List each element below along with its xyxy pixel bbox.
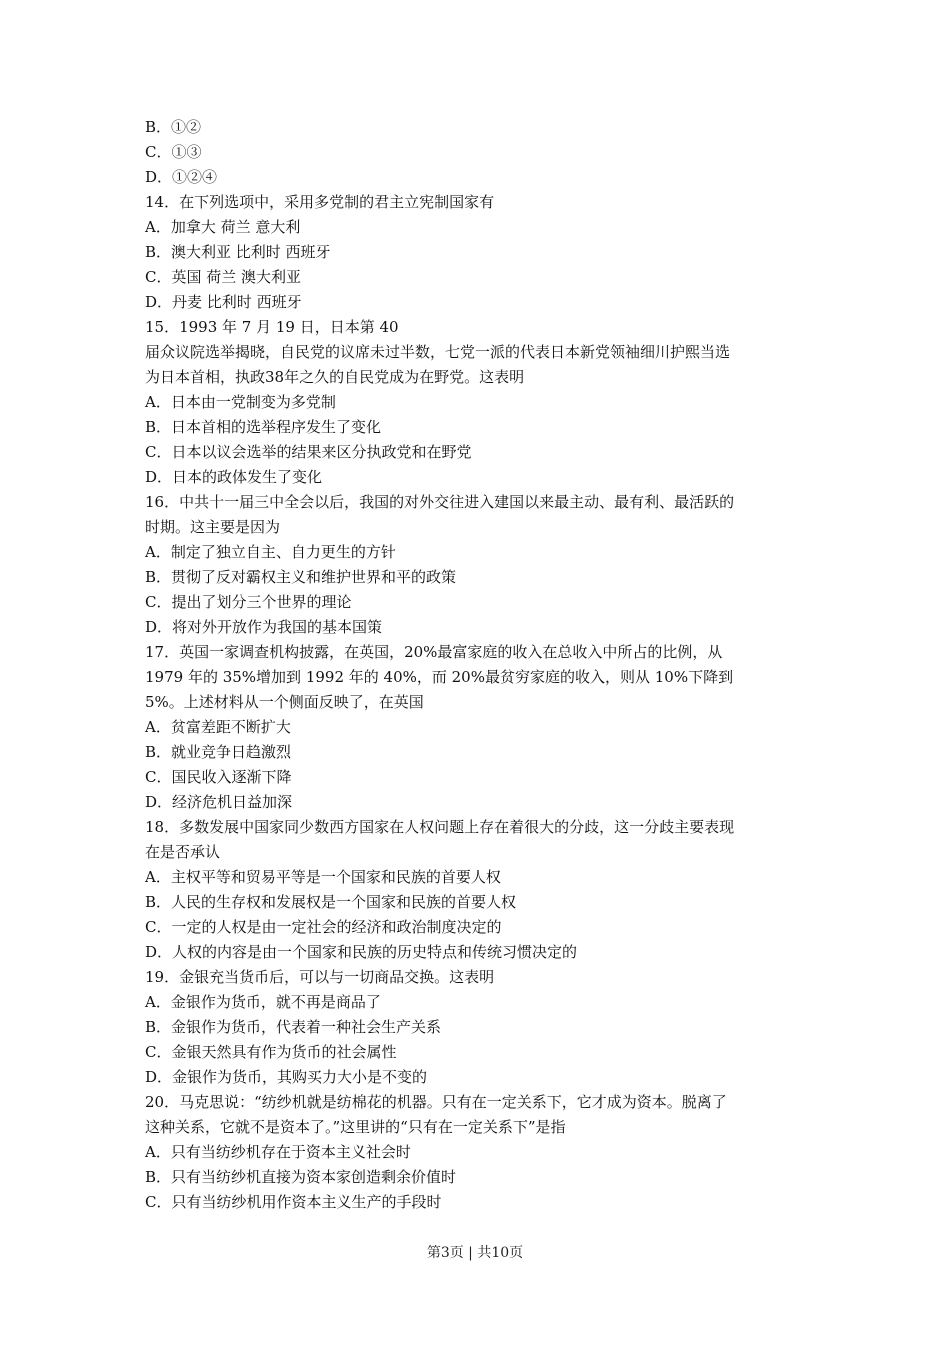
question-14: 14．在下列选项中，采用多党制的君主立宪制国家有 xyxy=(145,193,495,211)
text-line: 届众议院选举揭晓，自民党的议席未过半数，七党一派的代表日本新党领袖细川护熙当选 xyxy=(145,343,731,361)
option-line: D．将对外开放作为我国的基本国策 xyxy=(145,618,383,636)
option-line: A．加拿大 荷兰 意大利 xyxy=(145,218,301,236)
option-line: B．就业竞争日趋激烈 xyxy=(145,743,292,761)
option-line: B．澳大利亚 比利时 西班牙 xyxy=(145,243,331,261)
text-line: D．①②④ xyxy=(145,168,218,186)
page-footer: 第3页 | 共10页 xyxy=(426,1245,524,1261)
text-line: C．①③ xyxy=(145,143,202,161)
option-line: B．日本首相的选举程序发生了变化 xyxy=(145,418,382,436)
option-line: C．一定的人权是由一定社会的经济和政治制度决定的 xyxy=(145,918,502,936)
question-15: 15．1993 年 7 月 19 日，日本第 40 xyxy=(145,318,399,336)
option-line: C．只有当纺纱机用作资本主义生产的手段时 xyxy=(145,1193,442,1211)
option-line: B．贯彻了反对霸权主义和维护世界和平的政策 xyxy=(145,568,457,586)
option-line: C．金银天然具有作为货币的社会属性 xyxy=(145,1043,397,1061)
text-line: B．①② xyxy=(145,118,202,136)
question-19: 19．金银充当货币后，可以与一切商品交换。这表明 xyxy=(145,968,495,986)
option-line: B．人民的生存权和发展权是一个国家和民族的首要人权 xyxy=(145,893,517,911)
option-line: C．日本以议会选举的结果来区分执政党和在野党 xyxy=(145,443,472,461)
option-line: D．经济危机日益加深 xyxy=(145,793,293,811)
option-line: A．日本由一党制变为多党制 xyxy=(145,393,336,411)
option-line: C．提出了划分三个世界的理论 xyxy=(145,593,352,611)
text-line: 1979 年的 35%增加到 1992 年的 40%，而 20%最贫穷家庭的收入，则从 10%下降到 xyxy=(145,668,734,686)
option-line: A．制定了独立自主、自力更生的方针 xyxy=(145,543,396,561)
option-line: C．英国 荷兰 澳大利亚 xyxy=(145,268,302,286)
option-line: B．只有当纺纱机直接为资本家创造剩余价值时 xyxy=(145,1168,457,1186)
document-page xyxy=(145,115,810,1215)
option-line: D．日本的政体发生了变化 xyxy=(145,468,323,486)
option-line: D．丹麦 比利时 西班牙 xyxy=(145,293,302,311)
option-line: A．金银作为货币，就不再是商品了 xyxy=(145,993,381,1011)
option-line: C．国民收入逐渐下降 xyxy=(145,768,292,786)
option-line: A．贫富差距不断扩大 xyxy=(145,718,291,736)
option-line: D．人权的内容是由一个国家和民族的历史特点和传统习惯决定的 xyxy=(145,943,578,961)
text-line: 5%。上述材料从一个侧面反映了，在英国 xyxy=(145,693,424,711)
text-line: 时期。这主要是因为 xyxy=(145,518,281,536)
question-18: 18．多数发展中国家同少数西方国家在人权问题上存在着很大的分歧，这一分歧主要表现 xyxy=(145,818,735,836)
text-line: 为日本首相，执政38年之久的自民党成为在野党。这表明 xyxy=(145,368,525,386)
option-line: B．金银作为货币，代表着一种社会生产关系 xyxy=(145,1018,442,1036)
question-20: 20．马克思说：“纺纱机就是纺棉花的机器。只有在一定关系下，它才成为资本。脱离了 xyxy=(145,1093,727,1111)
question-16: 16．中共十一届三中全会以后，我国的对外交往进入建国以来最主动、最有利、最活跃的 xyxy=(145,493,735,511)
question-17: 17．英国一家调查机构披露，在英国，20%最富家庭的收入在总收入中所占的比例，从 xyxy=(145,643,723,661)
text-line: 在是否承认 xyxy=(145,843,221,861)
option-line: A．只有当纺纱机存在于资本主义社会时 xyxy=(145,1143,411,1161)
text-line: 这种关系，它就不是资本了。”这里讲的“只有在一定关系下”是指 xyxy=(145,1118,566,1136)
option-line: A．主权平等和贸易平等是一个国家和民族的首要人权 xyxy=(145,868,501,886)
option-line: D．金银作为货币，其购买力大小是不变的 xyxy=(145,1068,428,1086)
